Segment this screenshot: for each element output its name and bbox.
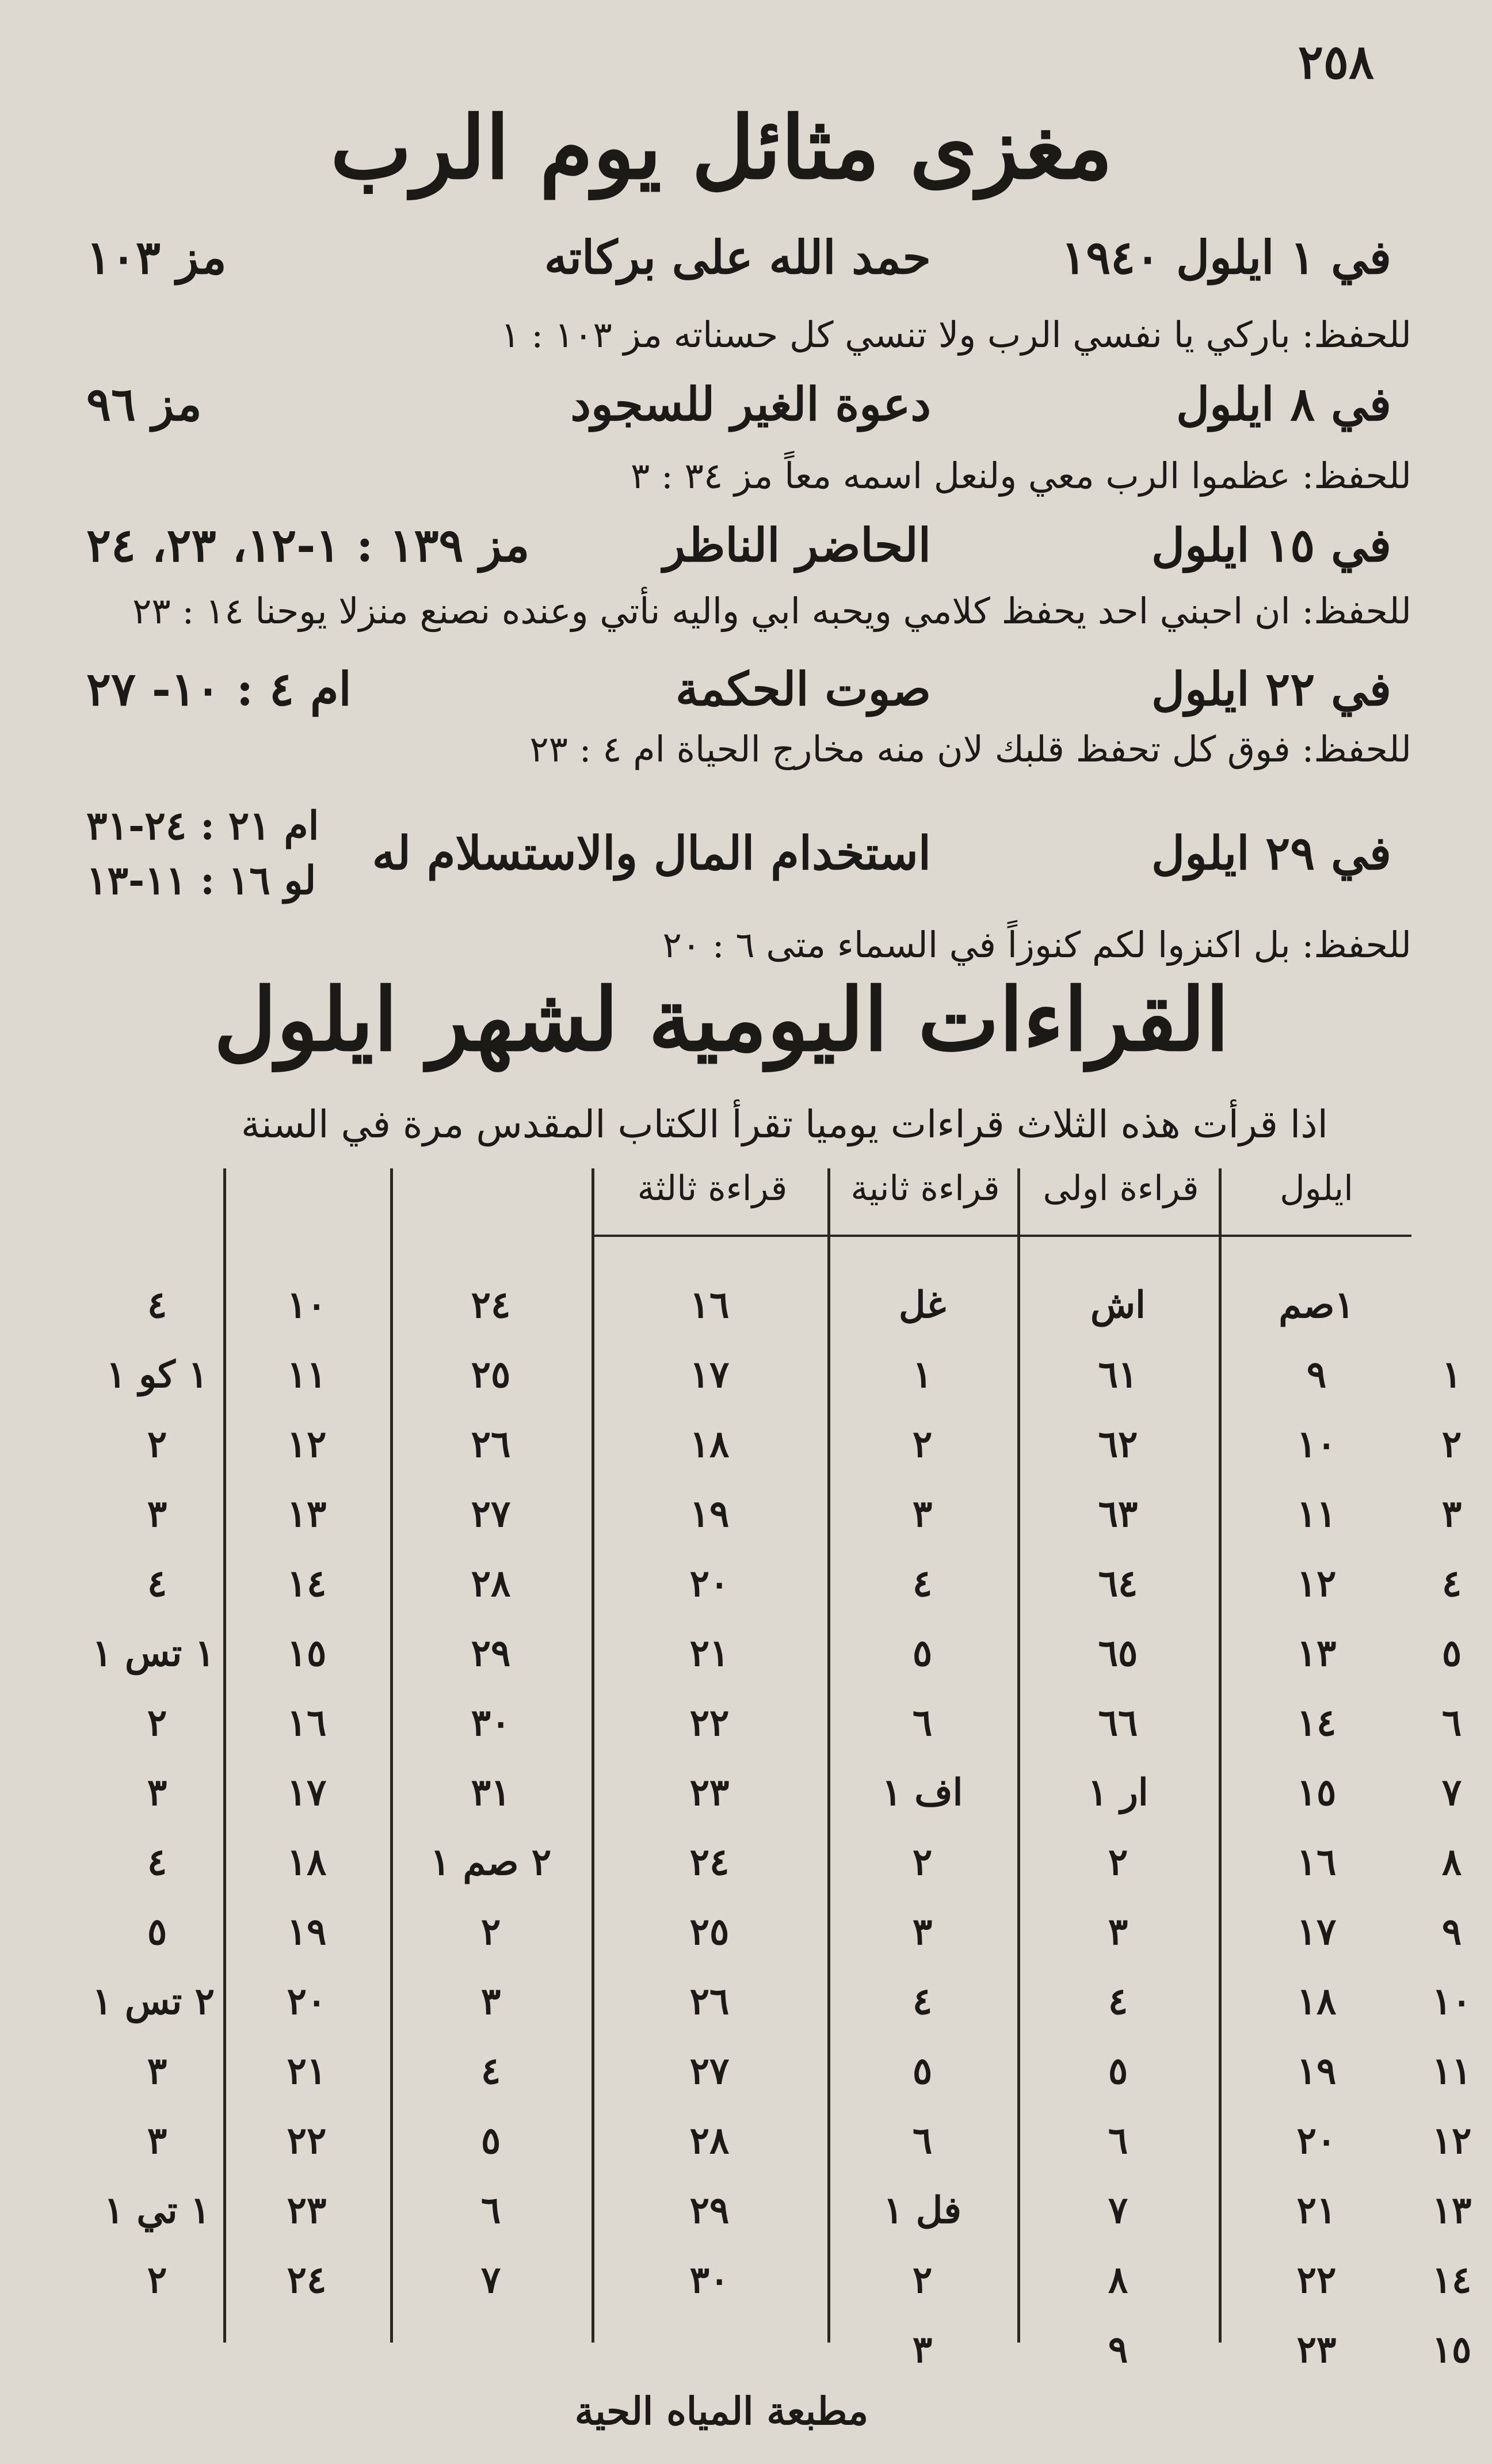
memory-verse: للحفظ: بل اكنزوا لكم كنوزاً في السماء متى ٦ : ٢٠ [662,924,1411,966]
table-cell: ٢١ [287,2050,327,2093]
table-cell: ٧ [1441,1771,1462,1814]
lesson-reference: ام ٢١ : ٢٤-٣١ [86,803,319,849]
table-cell: ٢٢ [689,1701,730,1745]
table-cell: ٣٠ [471,1701,511,1745]
table-cell: ٢ تس ١ [92,1980,215,2023]
printer-imprint: مطبعة المياه الحية [574,2389,869,2433]
table-cell: ار ١ [1087,1771,1148,1814]
table-cell: ٥ [912,1632,933,1675]
table-cell: ٤ [912,1562,933,1605]
table-cell: ١٣ [287,1492,327,1536]
table-cell: ٣٠ [689,2259,730,2302]
table-cell: ١١ [287,1353,327,1396]
table-cell: ١٤ [1432,2259,1472,2302]
table-cell: ٢٠ [287,1980,327,2023]
table-cell: ٢١ [689,1632,730,1675]
lesson-entry [86,230,1391,294]
table-cell: ٤ [1108,1980,1128,2023]
lesson-entry [86,518,1391,581]
table-cell: ١٥ [1432,2328,1472,2371]
table-cell: ١ [912,1353,933,1396]
lesson-date: في ٢٩ ايلول [1151,826,1391,880]
table-cell: ٥ [480,2119,501,2162]
column-divider [1017,1168,1020,2343]
lesson-date: في ١٥ ايلول [1151,518,1391,572]
table-cell: ١٨ [1296,1980,1337,2023]
column-divider [592,1168,594,2343]
table-cell: ٣ [147,1492,167,1536]
table-cell: ٢ صم ١ [430,1841,552,1884]
table-cell: ٣ [147,1771,167,1814]
table-cell: ٢٣ [689,1771,730,1814]
column-divider [390,1168,393,2343]
table-cell: ٩ [1306,1353,1327,1396]
table-cell: ١٥ [287,1632,327,1675]
header-rule [594,1235,1411,1237]
lesson-date: في ٢٢ ايلول [1151,662,1391,716]
lesson-reference: مز ٩٦ [86,377,202,431]
table-cell: ٥ [1108,2050,1128,2093]
lesson-topic: حمد الله على بركاته [544,230,931,284]
table-cell: ١٦ [287,1701,327,1745]
memory-verse: للحفظ: باركي يا نفسي الرب ولا تنسي كل حسناته مز ١٠٣ : ١ [501,314,1411,356]
table-cell: ٤ [480,2050,501,2093]
table-cell: ٢٠ [689,1562,730,1605]
table-cell: ٨ [1441,1841,1462,1884]
table-cell: ٢ [912,2259,933,2302]
table-cell: ٢١ [1296,2189,1337,2232]
table-cell: ٤ [147,1562,167,1605]
table-cell: ١٦ [1296,1841,1337,1884]
table-cell: ٩ [1441,1910,1462,1953]
table-cell: ٢ [147,2259,167,2302]
table-header: قراءة ثالثة [637,1168,788,1209]
table-cell: ١٨ [689,1423,730,1466]
table-cell: ٩ [1108,2328,1128,2371]
table-cell: اف ١ [882,1771,963,1814]
table-cell: ٥ [912,2050,933,2093]
table-cell: ٢ [912,1423,933,1466]
table-cell: ١ [1441,1353,1462,1396]
table-cell: اش [1090,1284,1146,1327]
page-title: مغزى مثائل يوم الرب [330,97,1113,199]
table-cell: ٧ [1108,2189,1128,2232]
table-cell: ١ تس ١ [92,1632,215,1675]
table-cell: ٢٢ [287,2119,327,2162]
table-cell: ٦ [1441,1701,1462,1745]
table-cell: ١٢ [1432,2119,1472,2162]
table-cell: ٢٦ [471,1423,511,1466]
table-cell: ٣١ [471,1771,511,1814]
table-cell: ١ كو ١ [106,1353,208,1396]
lesson-entry [86,377,1391,440]
table-cell: ٦ [1108,2119,1128,2162]
column-divider [827,1168,830,2343]
table-cell: ٢٧ [689,2050,730,2093]
table-cell: ٣ [147,2119,167,2162]
table-cell: ٥ [147,1910,167,1953]
lesson-topic: دعوة الغير للسجود [570,377,931,431]
column-divider [223,1168,226,2343]
lesson-date: في ٨ ايلول [1176,377,1391,431]
table-cell: ٢ [912,1841,933,1884]
table-cell: ٤ [147,1841,167,1884]
table-cell: ٦٥ [1098,1632,1138,1675]
table-cell: ١٤ [1296,1701,1337,1745]
table-cell: ٢ [1441,1423,1462,1466]
table-cell: ٢٤ [471,1284,511,1327]
table-header: قراءة اولى [1043,1168,1199,1209]
table-cell: ٢٥ [689,1910,730,1953]
table-cell: ٧ [480,2259,501,2302]
table-cell: ١ تي ١ [104,2189,211,2232]
table-cell: ٣ [480,1980,501,2023]
table-cell: ١٠ [1296,1423,1337,1466]
table-cell: ٦ [480,2189,501,2232]
table-cell: ١٢ [287,1423,327,1466]
readings-table [92,1168,1472,2371]
memory-verse: للحفظ: فوق كل تحفظ قلبك لان منه مخارج الحياة ام ٤ : ٢٣ [529,728,1411,770]
table-cell: ٦٦ [1098,1701,1138,1745]
memory-verse: للحفظ: ان احبني احد يحفظ كلامي ويحبه ابي واليه نأتي وعنده نصنع منزلا يوحنا ١٤ : ٢٣ [132,590,1411,632]
table-cell: ٤ [147,1284,167,1327]
table-cell: ٣ [1441,1492,1462,1536]
table-cell: ١٧ [287,1771,327,1814]
table-cell: ٦١ [1098,1353,1138,1396]
column-divider [1219,1168,1222,2343]
table-cell: ٤ [1441,1562,1462,1605]
table-cell: ١١ [1432,2050,1472,2093]
table-cell: ١٧ [689,1353,730,1396]
table-cell: ١٢ [1296,1562,1337,1605]
readings-title: القراءات اليومية لشهر ايلول [213,969,1230,1071]
table-cell: فل ١ [883,2189,961,2232]
table-cell: ٢٤ [689,1841,730,1884]
lesson-reference-secondary: لو ١٦ : ١١-١٣ [86,858,316,904]
table-cell: ٦ [912,2119,933,2162]
table-cell: ٣ [1108,1910,1128,1953]
table-cell: ١صم [1279,1284,1354,1327]
table-cell: غل [899,1284,946,1327]
table-cell: ٢ [1108,1841,1128,1884]
table-cell: ٢ [147,1701,167,1745]
table-cell: ٢٥ [471,1353,511,1396]
table-cell: ١٧ [1296,1910,1337,1953]
table-cell: ٢٠ [1296,2119,1337,2162]
table-cell: ١٩ [689,1492,730,1536]
table-cell: ٢٨ [689,2119,730,2162]
table-cell: ٥ [1441,1632,1462,1675]
memory-verse: للحفظ: عظموا الرب معي ولنعل اسمه معاً مز ٣٤ : ٣ [631,455,1411,497]
lesson-date: في ١ ايلول ١٩٤٠ [1061,230,1391,284]
lesson-reference: مز ١٣٩ : ١-١٢، ٢٣، ٢٤ [86,518,530,572]
table-cell: ٢٩ [471,1632,511,1675]
table-cell: ٦٢ [1098,1423,1138,1466]
table-cell: ١٠ [1432,1980,1472,2023]
table-cell: ٢٧ [471,1492,511,1536]
table-cell: ١٥ [1296,1771,1337,1814]
lesson-topic: صوت الحكمة [676,662,931,716]
table-cell: ٢٦ [689,1980,730,2023]
table-cell: ٢٢ [1296,2259,1337,2302]
table-cell: ٢ [480,1910,501,1953]
table-cell: ١٣ [1432,2189,1472,2232]
lesson-reference: ام ٤ : ١٠- ٢٧ [86,662,352,716]
table-cell: ٦٣ [1098,1492,1138,1536]
table-cell: ٢٨ [471,1562,511,1605]
table-cell: ٣ [147,2050,167,2093]
table-cell: ٣ [912,1492,933,1536]
table-cell: ٢٩ [689,2189,730,2232]
table-cell: ٢٣ [1296,2328,1337,2371]
table-cell: ٤ [912,1980,933,2023]
lesson-topic: الحاضر الناظر [663,518,931,572]
table-cell: ١٦ [689,1284,730,1327]
table-cell: ٦٤ [1098,1562,1138,1605]
table-cell: ٢٣ [287,2189,327,2232]
table-cell: ١٩ [1296,2050,1337,2093]
lesson-reference: مز ١٠٣ [86,230,227,284]
table-cell: ٣ [912,2328,933,2371]
table-cell: ٦ [912,1701,933,1745]
lesson-topic: استخدام المال والاستسلام له [372,826,931,880]
lesson-entry [86,803,1391,918]
table-header: ايلول [1280,1168,1353,1209]
lesson-entry [86,662,1391,725]
table-cell: ١١ [1296,1492,1337,1536]
table-cell: ١٨ [287,1841,327,1884]
table-cell: ٨ [1108,2259,1128,2302]
table-cell: ١٩ [287,1910,327,1953]
table-header: قراءة ثانية [850,1168,1000,1209]
table-cell: ١٤ [287,1562,327,1605]
table-cell: ٢ [147,1423,167,1466]
page-number: ٢٥٨ [1298,35,1374,90]
table-cell: ٢٤ [287,2259,327,2302]
readings-intro: اذا قرأت هذه الثلاث قراءات يوميا تقرأ الكتاب المقدس مرة في السنة [241,1102,1328,1147]
table-cell: ٣ [912,1910,933,1953]
table-cell: ١٠ [287,1284,327,1327]
table-cell: ١٣ [1296,1632,1337,1675]
